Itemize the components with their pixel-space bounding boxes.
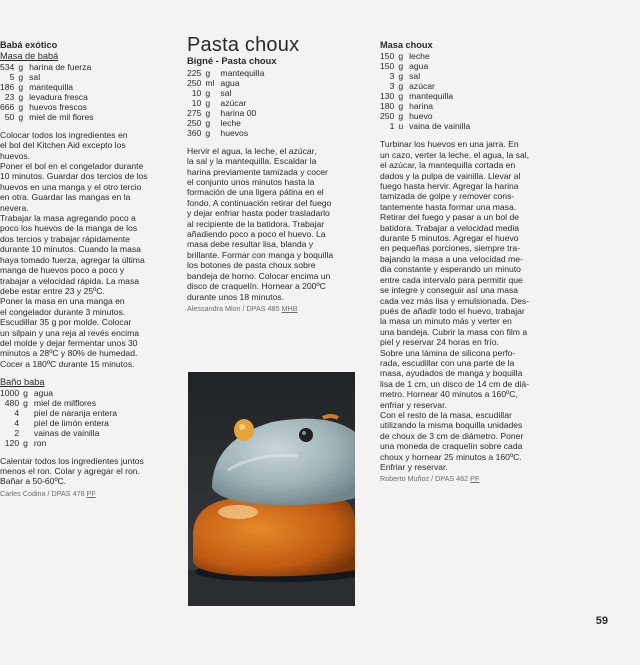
masa-choux-ingredient-qty: 3: [389, 71, 395, 82]
masa-choux-step-line: bajando la masa a una velocidad me-: [380, 253, 523, 264]
masa-baba-step-line: en otra. Guardar las mangas en la: [0, 192, 131, 203]
pasta-choux-heading: Pasta choux: [187, 34, 300, 56]
masa-choux-step-line: masa, ayudados de manga y boquilla: [380, 368, 523, 379]
masa-baba-step-line: debe estar entre 23 y 25ºC.: [0, 285, 105, 296]
masa-baba-ingredient-row: [0, 112, 94, 122]
masa-choux-ingredient-unit: u: [398, 121, 404, 132]
bigne-ingredient-row: [187, 88, 264, 98]
bano-baba-ingredient-row: [0, 428, 117, 438]
masa-choux-ingredient-unit: g: [398, 51, 404, 62]
masa-choux-ingredient-row: [380, 111, 470, 121]
masa-baba-ingredient-name: huevos frescos: [29, 101, 87, 112]
masa-baba-ingredient-qty: 23: [4, 91, 15, 102]
masa-choux-step-line: Enfriar y reservar.: [380, 462, 448, 472]
masa-choux-credit: [380, 474, 550, 484]
masa-baba-step-line: dos tercios y trabajar rápidamente: [0, 233, 130, 244]
masa-baba-step-line: un silpain y una reja al revés encima: [0, 327, 140, 338]
masa-choux-step-line: se integre y conseguir así una masa: [380, 285, 519, 296]
bano-baba-steps: [0, 456, 170, 487]
bano-baba-ingredient-name: piel de naranja entera: [33, 407, 118, 418]
bano-baba-ingredient-name: miel de milflores: [33, 397, 96, 408]
bigne-step-line: el conjunto unos minutos hasta la: [187, 177, 315, 188]
masa-baba-ingredient-row: [0, 92, 94, 102]
bano-baba-ingredient-unit: [23, 428, 34, 438]
bigne-ingredient-qty: 10: [191, 97, 202, 108]
bano-baba-ingredient-row: [0, 398, 117, 408]
masa-baba-step-line: minutos a 28ºC y 80% de humedad.: [0, 348, 138, 359]
masa-baba-ingredient-name: levadura fresca: [29, 91, 88, 102]
masa-choux-ingredient-qty: 150: [380, 61, 395, 72]
masa-baba-ingredient-unit: g: [18, 61, 24, 72]
bigne-step-line: masa debe resultar lisa, blanda y: [187, 239, 314, 250]
bigne-ingredient-unit: ml: [205, 77, 215, 88]
bano-baba-ingredient-row: [0, 408, 117, 418]
masa-baba-step-line: manga de huevos poco a poco y: [0, 265, 125, 276]
bano-baba-ingredient-name: ron: [33, 437, 47, 448]
bigne-ingredient-unit: g: [205, 87, 211, 98]
masa-choux-credit-name: Roberto Muñoz / DPAS 482: [380, 474, 469, 484]
masa-choux-ingredient-row: [380, 61, 470, 71]
bano-baba-ingredient-unit: g: [23, 387, 28, 398]
masa-baba-step-line: Escudillar 35 g por molde. Colocar: [0, 317, 132, 328]
bigne-ingredient-row: [187, 118, 264, 128]
bigne-credit-name: Alessandra Mion / DPAS 485: [187, 303, 280, 313]
masa-choux-step-line: dia constante y esperando un minuto: [380, 264, 521, 275]
bigne-ingredient-row: [187, 128, 264, 138]
bigne-ingredient-qty: 275: [187, 107, 202, 118]
bigne-ingredient-name: harina 00: [220, 107, 257, 118]
masa-choux-step-line: una bandeja. Cubrir la masa con film a: [380, 326, 528, 337]
masa-choux-ingredient-qty: 130: [380, 91, 395, 102]
bigne-ingredient-row: [187, 108, 264, 118]
bano-baba-ingredient-unit: [23, 408, 34, 418]
masa-choux-ingredient-name: leche: [409, 51, 430, 62]
bigne-step-line: disco de craquelín. Hornear a 200ºC: [187, 281, 326, 292]
masa-choux-step-line: metro. Hornear 40 minutos a 160ºC,: [380, 389, 518, 400]
masa-choux-step-line: entre cada intervalo para permitir que: [380, 274, 523, 285]
bano-baba-ingredient-qty: 4: [14, 417, 20, 428]
middle-column: [187, 34, 357, 314]
masa-baba-subtitle: Masa de babá: [0, 51, 59, 62]
masa-choux-step-line: Sobre una lámina de silicona perfo-: [380, 347, 516, 358]
baba-credit-ref: PF: [86, 488, 96, 498]
bano-baba-ingredient-unit: g: [23, 437, 28, 448]
bigne-step-line: formación de una ligera pátina en el: [187, 187, 324, 198]
bigne-step-line: la sal y la mantequilla. Escaldar la: [187, 156, 317, 167]
bano-baba-step-line: Calentar todos los ingredientes juntos: [0, 455, 144, 466]
masa-choux-steps: [380, 139, 550, 472]
bigne-ingredient-qty: 250: [187, 77, 202, 88]
masa-choux-ingredient-row: [380, 51, 470, 61]
masa-baba-ingredient-unit: g: [18, 81, 24, 92]
bigne-ingredient-name: azúcar: [220, 97, 247, 108]
masa-choux-step-line: en pequeñas porciones, siempre tra-: [380, 243, 520, 254]
masa-choux-step-line: un cazo, verter la leche, el agua, la sal,: [380, 149, 530, 160]
masa-choux-ingredient-name: agua: [409, 61, 429, 72]
bigne-ingredient-unit: g: [205, 117, 211, 128]
masa-baba-ingredient-row: [0, 72, 94, 82]
masa-choux-ingredient-unit: g: [398, 71, 404, 82]
bigne-ingredient-row: [187, 78, 264, 88]
masa-choux-title: Masa choux: [380, 40, 433, 50]
masa-choux-ingredient-name: huevo: [409, 111, 433, 122]
bigne-ingredient-name: agua: [220, 77, 240, 88]
masa-choux-ingredient-unit: g: [398, 91, 404, 102]
bano-baba-ingredient-row: [0, 388, 117, 398]
masa-choux-ingredient-name: vaina de vainilla: [409, 121, 471, 132]
masa-choux-ingredient-unit: g: [398, 101, 404, 112]
bigne-ingredient-qty: 250: [187, 117, 202, 128]
choux-pastry-photo: [188, 372, 355, 606]
bano-baba-step-line: Bañar a 50-60ºC.: [0, 476, 67, 487]
masa-baba-ingredient-qty: 5: [9, 71, 15, 82]
masa-choux-step-line: el azúcar, la mantequilla cortada en: [380, 160, 516, 171]
masa-baba-step-line: huevos.: [0, 150, 31, 161]
bano-baba-ingredient-name: agua: [33, 387, 54, 398]
bano-baba-ingredient-unit: [23, 418, 34, 428]
masa-choux-ingredient-name: sal: [409, 71, 421, 82]
masa-baba-step-line: el congelador durante 3 minutos.: [0, 306, 126, 317]
masa-choux-step-line: batidora. Trabajar a velocidad media: [380, 222, 520, 233]
masa-baba-step-line: 10 minutos. Guardar dos tercios de los: [0, 171, 148, 182]
bigne-credit-ref: MHB: [281, 303, 298, 313]
bigne-credit: [187, 304, 357, 314]
bigne-ingredient-qty: 225: [187, 67, 202, 78]
bigne-step-line: Hervir el agua, la leche, el azúcar,: [187, 145, 317, 156]
masa-baba-ingredient-name: harina de fuerza: [29, 61, 92, 72]
masa-choux-step-line: rada, escudillar con una parte de la: [380, 357, 515, 368]
masa-baba-step-line: Trabajar la masa agregando poco a: [0, 213, 136, 224]
bano-baba-subtitle: Baño baba: [0, 377, 45, 388]
left-column: [0, 40, 170, 499]
masa-baba-ingredient-name: sal: [29, 71, 41, 82]
masa-baba-step-line: Colocar todos los ingredientes en: [0, 129, 128, 140]
masa-baba-step-line: el bol del Kitchen Aid excepto los: [0, 140, 126, 151]
bano-baba-ingredient-qty: 2: [14, 427, 20, 438]
bigne-ingredient-row: [187, 68, 264, 78]
masa-choux-step-line: durante 5 minutos. Agregar el huevo: [380, 233, 519, 244]
masa-baba-ingredient-name: mantequilla: [29, 81, 74, 92]
masa-choux-ingredient-row: [380, 71, 470, 81]
masa-choux-step-line: Retirar del fuego y pasar a un bol de: [380, 212, 520, 223]
masa-choux-ingredient-qty: 250: [380, 111, 395, 122]
masa-choux-step-line: utilizando la misma boquilla unidades: [380, 420, 523, 431]
masa-baba-ingredient-unit: g: [18, 101, 24, 112]
masa-choux-step-line: lisa de 1 cm, un disco de 14 cm de diá-: [380, 378, 530, 389]
bigne-step-line: añadiendo poco a poco el huevo. La: [187, 229, 326, 240]
masa-baba-step-line: poco los huevos de la manga de los: [0, 223, 138, 234]
masa-baba-ingredient-qty: 50: [4, 111, 15, 122]
masa-baba-steps: [0, 130, 170, 369]
masa-choux-step-line: cada vez más lisa y emulsionada. Des-: [380, 295, 530, 306]
masa-choux-ingredient-qty: 180: [380, 101, 395, 112]
bigne-ingredient-name: leche: [220, 117, 241, 128]
masa-choux-step-line: la masa un minuto más y verter en: [380, 316, 512, 327]
masa-choux-step-line: fuego hasta hervir. Agregar la harina: [380, 181, 519, 192]
masa-baba-step-line: nevera.: [0, 202, 29, 213]
masa-baba-step-line: Poner la masa en una manga en: [0, 296, 125, 307]
bano-baba-step-line: menos el ron. Colar y agregar el ron.: [0, 465, 140, 476]
masa-baba-step-line: Poner el bol en el congelador durante: [0, 161, 144, 172]
masa-choux-step-line: Turbinar los huevos en una jarra. En: [380, 139, 519, 150]
bigne-step-line: fondo. A continuación retirar del fuego: [187, 197, 332, 208]
bigne-ingredient-qty: 10: [191, 87, 202, 98]
choux-pastry-illustration: [188, 372, 355, 606]
masa-choux-step-line: enfriar y reservar.: [380, 399, 447, 410]
bigne-ingredient-unit: g: [205, 107, 211, 118]
masa-baba-ingredient-row: [0, 62, 94, 72]
bano-baba-ingredient-qty: 1000: [0, 387, 20, 398]
bano-baba-ingredient-qty: 4: [14, 407, 20, 418]
masa-choux-ingredients: [380, 51, 470, 131]
bano-baba-ingredient-name: vainas de vainilla: [33, 427, 100, 438]
bigne-ingredient-name: sal: [220, 87, 232, 98]
masa-choux-step-line: tamizada de golpe y remover cons-: [380, 191, 515, 202]
masa-choux-ingredient-unit: g: [398, 111, 404, 122]
baba-title: Babá exótico: [0, 40, 58, 50]
right-column: [380, 40, 550, 485]
masa-choux-ingredient-qty: 1: [389, 121, 395, 132]
masa-baba-ingredients: [0, 62, 94, 122]
bano-baba-ingredient-qty: 120: [4, 437, 20, 448]
masa-choux-step-line: piel y reservar 24 horas en frío.: [380, 337, 499, 348]
masa-choux-step-line: tantemente hasta formar una masa.: [380, 201, 517, 212]
bano-baba-ingredient-row: [0, 438, 117, 448]
bigne-ingredient-name: mantequilla: [220, 67, 265, 78]
bigne-step-line: bandeja de horno. Colocar encima un: [187, 270, 331, 281]
masa-baba-step-line: durante 10 minutos. Cuando la masa: [0, 244, 141, 255]
bano-baba-ingredient-name: piel de limón entera: [33, 417, 109, 428]
bigne-step-line: durante unos 18 minutos.: [187, 291, 284, 302]
masa-baba-ingredient-unit: g: [18, 91, 24, 102]
masa-baba-step-line: Cocer a 180ºC durante 15 minutos.: [0, 358, 135, 369]
masa-baba-ingredient-name: miel de mil flores: [29, 111, 94, 122]
bigne-ingredients: [187, 68, 264, 138]
masa-baba-step-line: del molde y dejar fermentar unos 30: [0, 337, 138, 348]
masa-choux-ingredient-unit: g: [398, 81, 404, 92]
masa-choux-step-line: una moneda de craquelín sobre cada: [380, 441, 523, 452]
masa-choux-ingredient-name: harina: [409, 101, 434, 112]
masa-baba-ingredient-row: [0, 82, 94, 92]
masa-baba-step-line: haya tomado fuerza, agregar la última: [0, 254, 145, 265]
masa-choux-ingredient-qty: 150: [380, 51, 395, 62]
masa-choux-credit-ref: PF: [470, 474, 480, 484]
bano-baba-ingredient-qty: 480: [4, 397, 20, 408]
bigne-step-line: brillante. Formar con manga y boquilla: [187, 249, 334, 260]
bigne-step-line: harina previamente tamizada y cocer: [187, 166, 328, 177]
bigne-ingredient-row: [187, 98, 264, 108]
bigne-step-line: los botones de pasta choux sobre: [187, 260, 316, 271]
masa-baba-ingredient-qty: 534: [0, 61, 15, 72]
bigne-step-line: y dejar enfriar hasta poder trasladarlo: [187, 208, 330, 219]
masa-baba-step-line: huevos en una manga y el otro tercio: [0, 181, 142, 192]
masa-baba-ingredient-unit: g: [18, 71, 24, 82]
masa-baba-ingredient-qty: 186: [0, 81, 15, 92]
bigne-steps: [187, 146, 357, 302]
masa-baba-step-line: trabajar a velocidad rápida. La masa: [0, 275, 140, 286]
masa-choux-ingredient-row: [380, 81, 470, 91]
masa-choux-ingredient-qty: 3: [389, 81, 395, 92]
bigne-ingredient-qty: 360: [187, 127, 202, 138]
masa-baba-ingredient-row: [0, 102, 94, 112]
bigne-ingredient-unit: g: [205, 127, 211, 138]
masa-choux-ingredient-name: azúcar: [409, 81, 435, 92]
masa-choux-step-line: dados y la pulpa de vainilla. Llevar al: [380, 170, 521, 181]
masa-choux-step-line: de choux de 3 cm de diámetro. Poner: [380, 430, 524, 441]
page-number: 59: [595, 615, 608, 627]
masa-choux-ingredient-row: [380, 91, 470, 101]
masa-choux-step-line: choux y hornear 25 minutos a 160ºC.: [380, 451, 522, 462]
bigne-ingredient-name: huevos: [220, 127, 249, 138]
bigne-step-line: al recipiente de la batidora. Trabajar: [187, 218, 325, 229]
bano-baba-ingredient-row: [0, 418, 117, 428]
masa-choux-step-line: Con el resto de la masa, escudillar: [380, 409, 512, 420]
bigne-ingredient-unit: g: [205, 97, 211, 108]
masa-choux-ingredient-row: [380, 121, 470, 131]
masa-choux-ingredient-row: [380, 101, 470, 111]
bano-baba-ingredients: [0, 388, 117, 448]
bano-baba-ingredient-unit: g: [23, 397, 28, 408]
bigne-ingredient-unit: g: [205, 67, 211, 78]
masa-baba-ingredient-unit: g: [18, 111, 24, 122]
masa-choux-ingredient-unit: g: [398, 61, 404, 72]
masa-choux-ingredient-name: mantequilla: [409, 91, 454, 102]
bigne-title: Bigné - Pasta choux: [187, 55, 277, 67]
baba-credit-name: Carles Codina / DPAS 478: [0, 488, 85, 498]
baba-credit: [0, 489, 170, 499]
masa-baba-ingredient-qty: 666: [0, 101, 15, 112]
masa-choux-step-line: pués de añadir todo el huevo, trabajar: [380, 305, 525, 316]
